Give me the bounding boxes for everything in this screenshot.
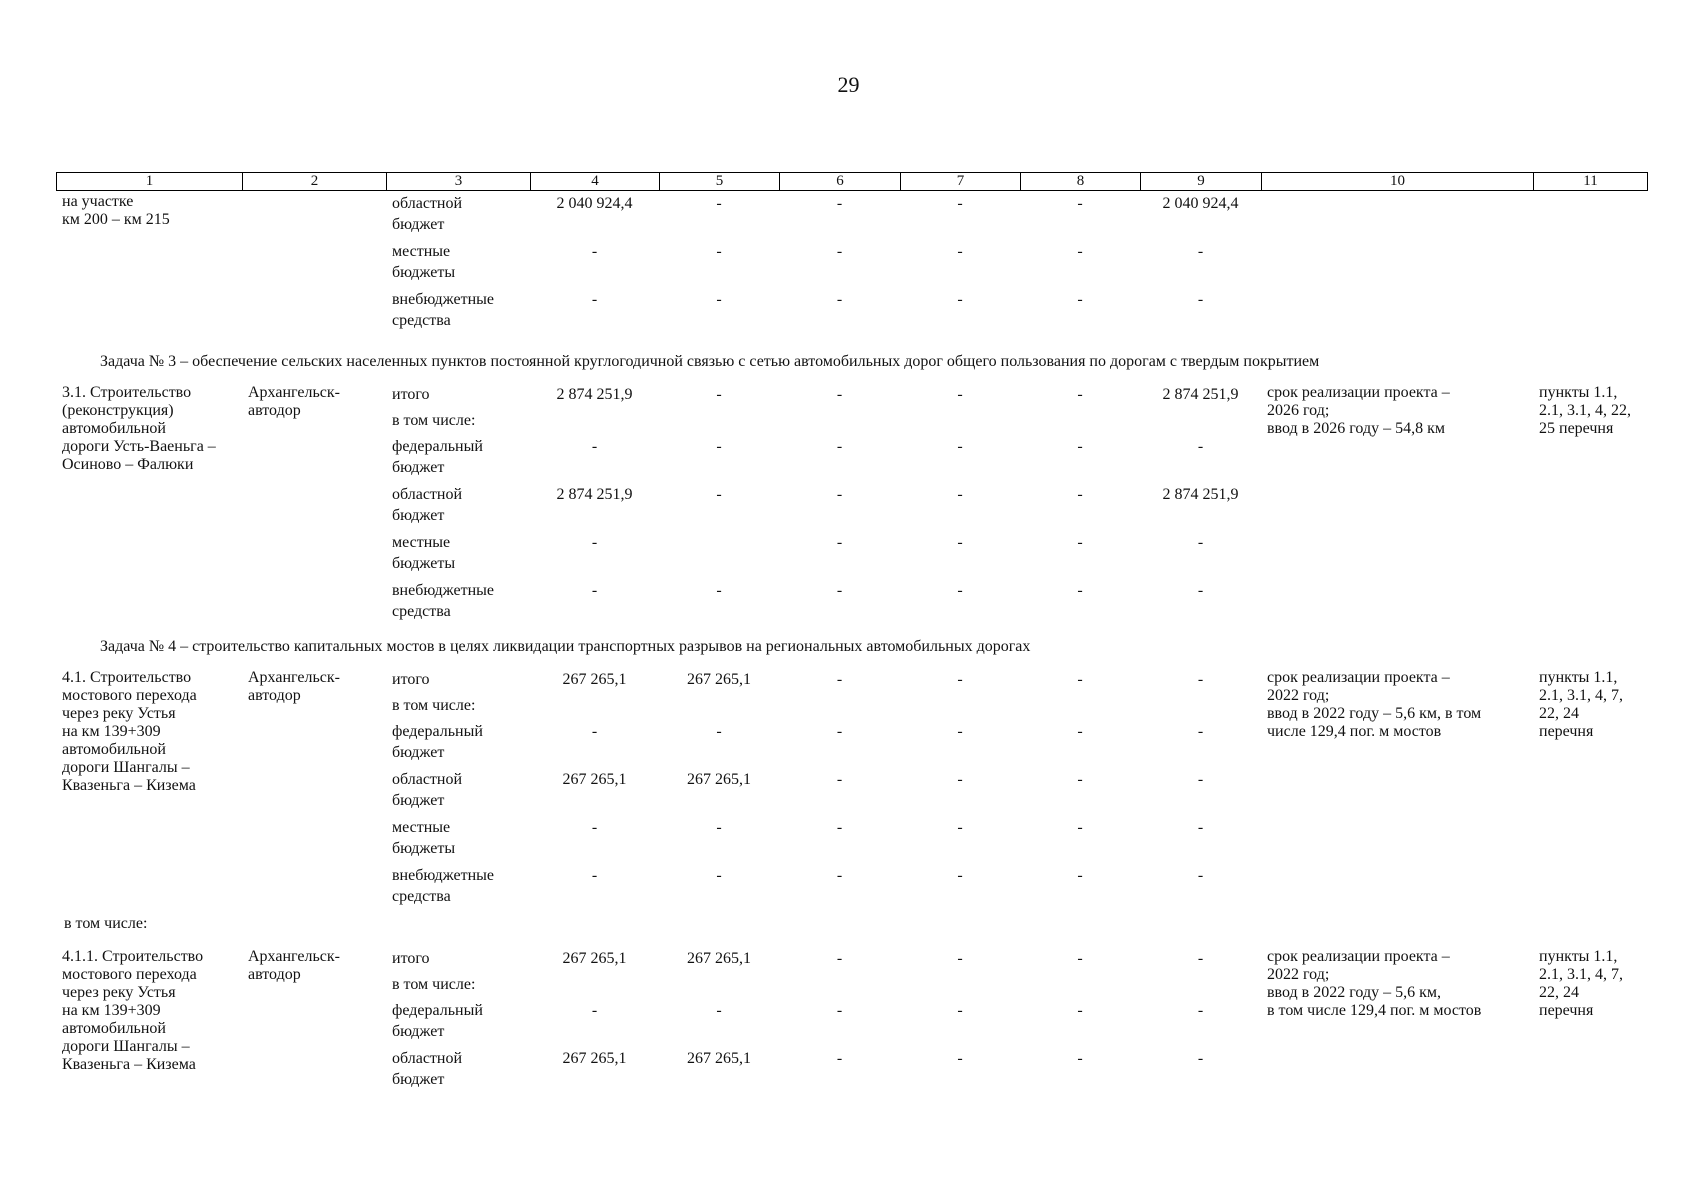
funding-source: в том числе: — [392, 412, 476, 429]
value-cell: - — [957, 819, 963, 836]
value-cell: - — [716, 195, 722, 212]
value-cell: - — [836, 671, 843, 688]
value-cell: - — [1197, 867, 1204, 884]
table-row — [386, 410, 1261, 431]
activity-block — [56, 948, 1697, 1090]
value-cell: 267 265,1 — [687, 771, 751, 788]
table-row — [386, 532, 1261, 574]
value-cell: 2 874 251,9 — [556, 386, 633, 403]
value-cell: - — [1077, 534, 1083, 551]
value-cell: - — [591, 819, 598, 836]
expected-result: срок реализации проекта – 2026 год; ввод в 2026 году – 54,8 км — [1267, 384, 1450, 437]
value-cell: - — [1077, 291, 1083, 308]
funding-source: областной бюджет — [392, 771, 463, 809]
table-row — [386, 289, 1261, 331]
value-cell: - — [1197, 819, 1204, 836]
table-row — [386, 695, 1261, 716]
funding-source: итого — [392, 386, 430, 403]
activity-name: 4.1.1. Строительство мостового перехода через реку Устья на км 139+309 автомобильной дороги Шангалы – Квазеньга – Кизема — [62, 948, 204, 1073]
value-cell: - — [836, 534, 843, 551]
value-cell: - — [1077, 867, 1083, 884]
table-row — [386, 484, 1261, 526]
value-cell: - — [1077, 771, 1083, 788]
value-cell: - — [716, 438, 722, 455]
value-cell: - — [957, 243, 963, 260]
value-cell: - — [957, 1002, 963, 1019]
funding-source: в том числе: — [392, 697, 476, 714]
value-cell: 267 265,1 — [687, 950, 751, 967]
executor: Архангельск- автодор — [248, 669, 340, 704]
funding-source: внебюджетные средства — [392, 867, 494, 905]
in-total-label: в том числе: — [64, 915, 148, 932]
value-cell: - — [957, 867, 963, 884]
value-cell: - — [716, 723, 722, 740]
value-cell: - — [836, 195, 843, 212]
column-number: 11 — [1583, 173, 1598, 189]
column-number: 5 — [660, 173, 780, 190]
value-cell: - — [591, 723, 598, 740]
value-cell: - — [1077, 819, 1083, 836]
activity-block — [56, 669, 1697, 907]
table-row — [386, 721, 1261, 763]
activity-name: 3.1. Строительство (реконструкция) автомобильной дороги Усть-Ваеньга – Осиново – Фалюки — [62, 384, 216, 473]
value-cell: 2 874 251,9 — [1162, 486, 1239, 503]
table-row — [386, 436, 1261, 478]
value-cell: - — [1077, 386, 1083, 403]
value-cell: - — [716, 867, 722, 884]
value-cell: - — [957, 671, 963, 688]
table-row — [386, 1000, 1261, 1042]
table-row — [386, 974, 1261, 995]
activity-name: 4.1. Строительство мостового перехода через реку Устья на км 139+309 автомобильной дороги Шангалы – Квазеньга – Кизема — [62, 669, 197, 794]
funding-source: итого — [392, 671, 430, 688]
funding-source: в том числе: — [392, 976, 476, 993]
funding-source: местные бюджеты — [392, 819, 456, 857]
table-row — [386, 193, 1261, 235]
value-cell: - — [1197, 671, 1204, 688]
table-row — [386, 865, 1261, 907]
value-cell: - — [957, 486, 963, 503]
task-heading: Задача № 3 – обеспечение сельских населенных пунктов постоянной круглогодичной связью с сетью автомобильных дорог общего пользования по дорогам с твердым покрытием — [100, 353, 1320, 370]
value-cell: - — [1197, 534, 1204, 551]
table-row — [386, 580, 1261, 622]
value-cell: 2 040 924,4 — [1162, 195, 1239, 212]
value-cell: - — [836, 438, 843, 455]
value-cell: - — [836, 582, 843, 599]
value-cell: - — [957, 723, 963, 740]
value-cell: - — [957, 771, 963, 788]
funding-source: областной бюджет — [392, 486, 463, 524]
funding-source: местные бюджеты — [392, 534, 456, 572]
activity-block — [56, 193, 1697, 337]
value-cell: - — [716, 486, 722, 503]
value-cell: - — [716, 291, 722, 308]
funding-source: федеральный бюджет — [392, 1002, 483, 1040]
value-cell: - — [1077, 723, 1083, 740]
value-cell: - — [591, 291, 598, 308]
column-number: 7 — [901, 173, 1021, 190]
value-cell: - — [957, 291, 963, 308]
value-cell: 267 265,1 — [562, 950, 627, 967]
table-row — [386, 1048, 1261, 1090]
value-cell: - — [1077, 486, 1083, 503]
executor — [242, 193, 386, 337]
executor: Архангельск- автодор — [248, 948, 340, 983]
value-cell: - — [716, 243, 722, 260]
activity-block — [56, 384, 1697, 622]
value-cell: - — [1197, 1002, 1204, 1019]
table-row — [386, 384, 1261, 405]
value-cell: - — [957, 582, 963, 599]
page-number: 29 — [837, 72, 860, 97]
value-cell: - — [957, 534, 963, 551]
value-cell: - — [1077, 195, 1083, 212]
column-number: 2 — [243, 173, 387, 190]
value-cell: - — [836, 243, 843, 260]
expected-result: срок реализации проекта – 2022 год; ввод в 2022 году – 5,6 км, в том числе 129,4 пог. м мостов — [1267, 669, 1482, 740]
value-cell — [659, 532, 779, 574]
table-body — [56, 191, 1697, 1090]
value-cell: - — [1077, 243, 1083, 260]
funding-source: областной бюджет — [392, 195, 463, 233]
list-points: пункты 1.1, 2.1, 3.1, 4, 7, 22, 24 перечня — [1539, 948, 1623, 1019]
value-cell: - — [1197, 771, 1204, 788]
funding-source: внебюджетные средства — [392, 582, 494, 620]
column-number: 6 — [780, 173, 901, 190]
value-cell: - — [716, 819, 722, 836]
value-cell: 2 874 251,9 — [556, 486, 633, 503]
table-row — [386, 241, 1261, 283]
value-cell: - — [1197, 950, 1204, 967]
funding-source: областной бюджет — [392, 1050, 463, 1088]
value-cell: - — [716, 386, 722, 403]
column-number: 9 — [1141, 173, 1262, 190]
table-row — [386, 769, 1261, 811]
value-cell: - — [1077, 671, 1083, 688]
funding-source: местные бюджеты — [392, 243, 456, 281]
value-cell: - — [957, 1050, 963, 1067]
value-cell: - — [1077, 950, 1083, 967]
value-cell: - — [1077, 1050, 1083, 1067]
value-cell: - — [591, 243, 598, 260]
table-row — [386, 948, 1261, 969]
value-cell: - — [836, 867, 843, 884]
value-cell: - — [716, 1002, 722, 1019]
value-cell: - — [836, 291, 843, 308]
value-cell: - — [591, 582, 598, 599]
value-cell: 267 265,1 — [562, 671, 627, 688]
value-cell: - — [836, 486, 843, 503]
funding-source: федеральный бюджет — [392, 723, 483, 761]
executor: Архангельск- автодор — [248, 384, 340, 419]
task-heading: Задача № 4 – строительство капитальных мостов в целях ликвидации транспортных разрывов на региональных автомобильных дорогах — [100, 638, 1031, 655]
value-cell: - — [836, 1050, 843, 1067]
value-cell: 2 040 924,4 — [556, 195, 633, 212]
expected-result: срок реализации проекта – 2022 год; ввод в 2022 году – 5,6 км, в том числе 129,4 пог. м мостов — [1267, 948, 1482, 1019]
column-number-header — [56, 172, 1648, 191]
value-cell: - — [591, 438, 598, 455]
value-cell: - — [1197, 723, 1204, 740]
table-row — [386, 817, 1261, 859]
value-cell: 267 265,1 — [562, 1050, 627, 1067]
value-cell: - — [1197, 243, 1204, 260]
value-cell: - — [1197, 1050, 1204, 1067]
funding-source: итого — [392, 950, 430, 967]
column-number: 4 — [531, 173, 660, 190]
value-cell: - — [1197, 291, 1204, 308]
value-cell: 2 874 251,9 — [1162, 386, 1239, 403]
value-cell: - — [836, 950, 843, 967]
value-cell: - — [836, 1002, 843, 1019]
activity-name: на участке км 200 – км 215 — [62, 193, 170, 228]
column-number: 10 — [1262, 173, 1534, 190]
table-row — [386, 669, 1261, 690]
list-points: пункты 1.1, 2.1, 3.1, 4, 7, 22, 24 перечня — [1539, 669, 1623, 740]
value-cell: 267 265,1 — [687, 1050, 751, 1067]
value-cell: - — [591, 534, 598, 551]
column-number: 1 — [57, 173, 243, 190]
column-number: 8 — [1021, 173, 1141, 190]
value-cell: - — [1077, 1002, 1083, 1019]
value-cell: 267 265,1 — [687, 671, 751, 688]
value-cell: - — [591, 1002, 598, 1019]
value-cell: - — [1077, 582, 1083, 599]
value-cell: - — [836, 723, 843, 740]
value-cell: - — [957, 950, 963, 967]
value-cell: - — [1197, 582, 1204, 599]
value-cell: 267 265,1 — [562, 771, 627, 788]
value-cell: - — [716, 582, 722, 599]
value-cell: - — [836, 386, 843, 403]
funding-source: внебюджетные средства — [392, 291, 494, 329]
value-cell: - — [1197, 438, 1204, 455]
value-cell: - — [1077, 438, 1083, 455]
funding-source: федеральный бюджет — [392, 438, 483, 476]
value-cell: - — [836, 771, 843, 788]
value-cell: - — [591, 867, 598, 884]
column-number: 3 — [387, 173, 531, 190]
value-cell: - — [957, 386, 963, 403]
list-points: пункты 1.1, 2.1, 3.1, 4, 22, 25 перечня — [1539, 384, 1631, 437]
value-cell: - — [957, 438, 963, 455]
value-cell: - — [836, 819, 843, 836]
value-cell: - — [957, 195, 963, 212]
